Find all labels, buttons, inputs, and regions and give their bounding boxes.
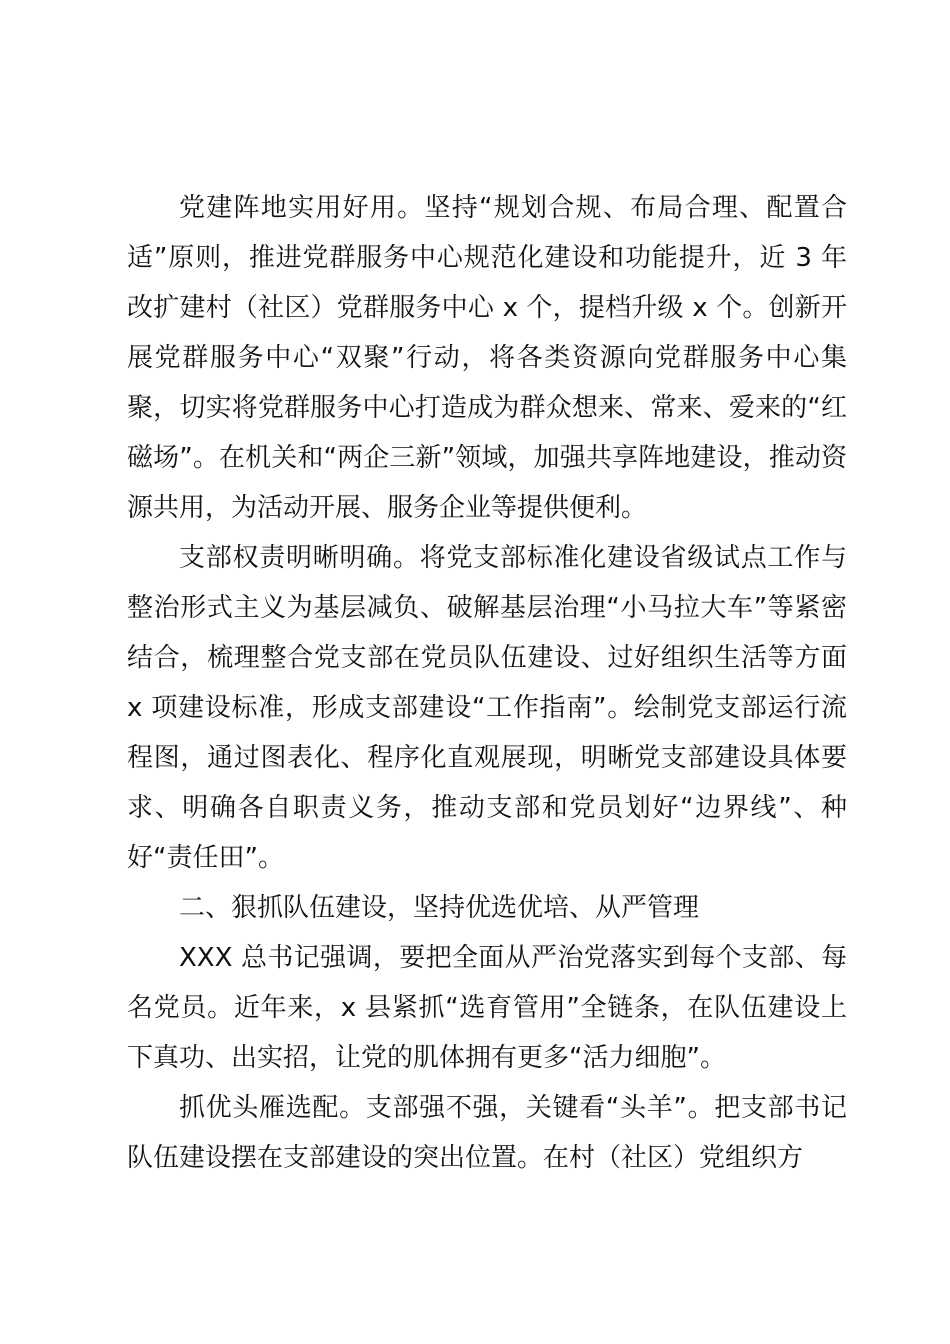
paragraph-strict-governance: XXX 总书记强调，要把全面从严治党落实到每个支部、每名党员。近年来，x 县紧抓“选育管用”全链条，在队伍建设上下真功、出实招，让党的肌体拥有更多“活力细胞”。 [127,943,847,1073]
paragraph-leader-selection: 抓优头雁选配。支部强不强，关键看“头羊”。把支部书记队伍建设摆在支部建设的突出位置。在村（社区）党组织方 [127,1093,847,1173]
paragraph-party-positions: 党建阵地实用好用。坚持“规划合规、布局合理、配置合适”原则，推进党群服务中心规范化建设和功能提升，近 3 年改扩建村（社区）党群服务中心 x 个，提档升级 x 个。创新开展党群服务中心“双聚”行动，将各类资源向党群服务中心集聚，切实将党群服务中心打造成为群众想来、常来、爱来的“红磁场”。在机关和“两企三新”领域，加强共享阵地建设，推动资源共用，为活动开展、服务企业等提供便利。 [127,193,847,523]
paragraph-branch-responsibilities: 支部权责明晰明确。将党支部标准化建设省级试点工作与整治形式主义为基层减负、破解基层治理“小马拉大车”等紧密结合，梳理整合党支部在党员队伍建设、过好组织生活等方面 x 项建设标准，形成支部建设“工作指南”。绘制党支部运行流程图，通过图表化、程序化直观展现，明晰党支部建设具体要求、明确各自职责义务，推动支部和党员划好“边界线”、种好“责任田”。 [127,543,847,873]
document-body [127,183,847,1183]
section-heading-team-building: 二、狠抓队伍建设，坚持优选优培、从严管理 [179,893,700,923]
